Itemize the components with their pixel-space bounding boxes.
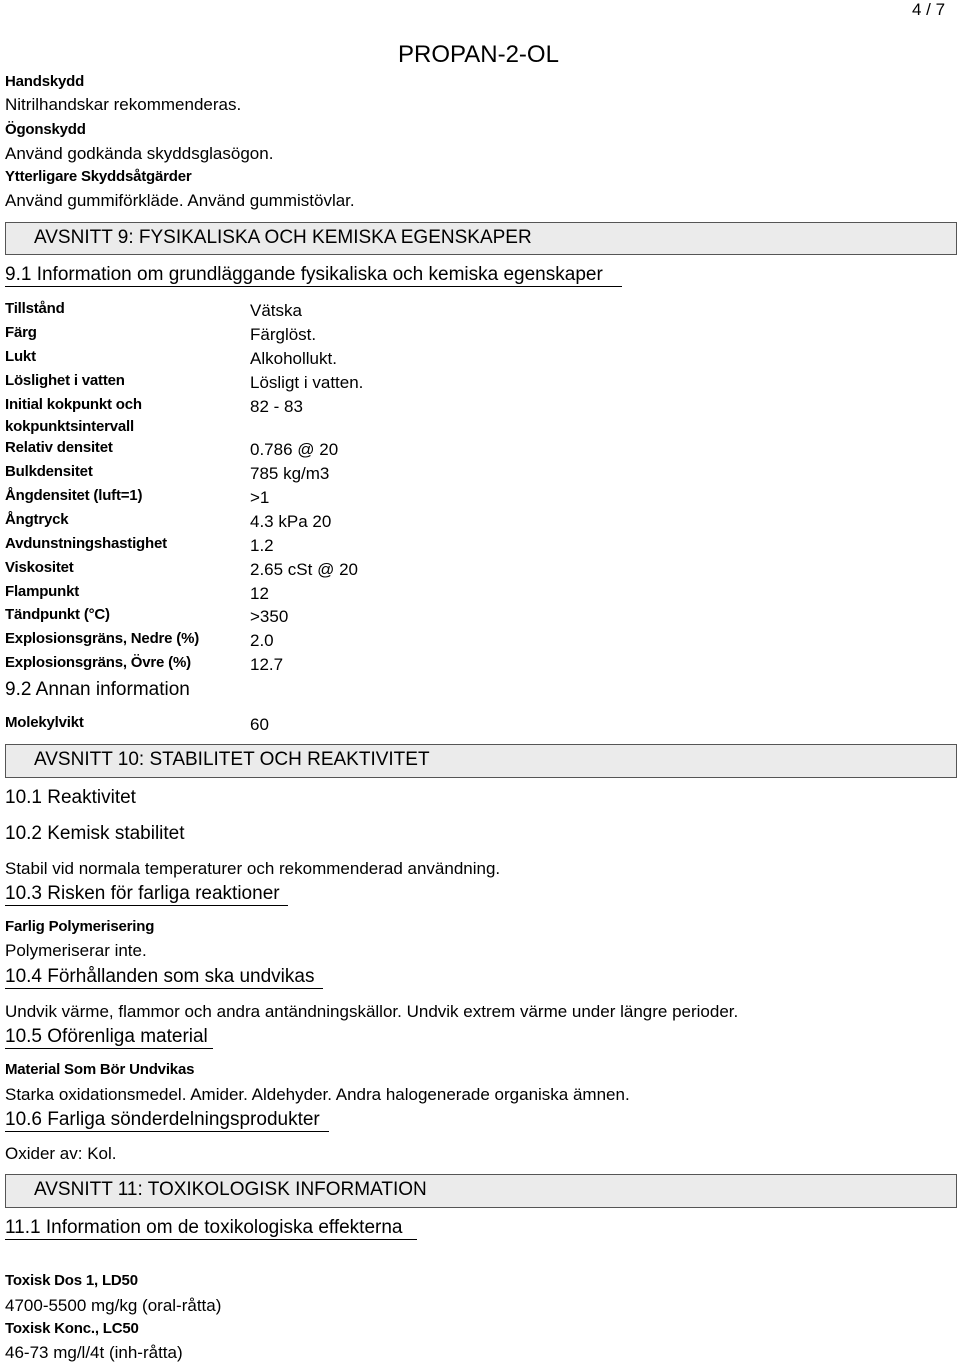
- section-11-1-heading: 11.1 Information om de toxikologiska effekterna: [5, 1217, 403, 1238]
- page-number: 4 / 7: [912, 0, 946, 19]
- toxic-dose-value: 4700-5500 mg/kg (oral-råtta): [5, 1296, 222, 1315]
- hand-protection-text: Nitrilhandskar rekommenderas.: [5, 95, 242, 114]
- property-value: 12.7: [250, 655, 284, 674]
- property-value: 2.65 cSt @ 20: [250, 560, 358, 579]
- property-value: >1: [250, 488, 270, 507]
- eye-protection-text: Använd godkända skyddsglasögon.: [5, 144, 274, 163]
- property-label: Flampunkt: [5, 583, 80, 600]
- property-value: Alkohollukt.: [250, 349, 337, 368]
- section-10-header: [5, 744, 957, 778]
- property-label: Viskositet: [5, 559, 74, 576]
- product-name: PROPAN-2-OL: [398, 41, 559, 68]
- property-label-line2: kokpunktsintervall: [5, 418, 134, 435]
- property-value: 0.786 @ 20: [250, 440, 339, 459]
- property-label: Initial kokpunkt och: [5, 396, 142, 413]
- property-value: Lösligt i vatten.: [250, 373, 364, 392]
- molecular-weight-value: 60: [250, 715, 269, 734]
- section-10-4-text: Undvik värme, flammor och andra antändningskällor. Undvik extrem värme under längre perioder.: [5, 1002, 739, 1021]
- eye-protection-label: Ögonskydd: [5, 121, 86, 138]
- incompatible-materials-label: Material Som Bör Undvikas: [5, 1061, 195, 1078]
- property-value: 4.3 kPa 20: [250, 512, 332, 531]
- section-10-3-underline: [5, 905, 288, 906]
- molecular-weight-label: Molekylvikt: [5, 714, 84, 731]
- property-label: Löslighet i vatten: [5, 372, 125, 389]
- section-10-5-underline: [5, 1048, 213, 1049]
- section-11-title: AVSNITT 11: TOXIKOLOGISK INFORMATION: [34, 1179, 427, 1200]
- property-value: Vätska: [250, 301, 302, 320]
- extra-protection-label: Ytterligare Skyddsåtgärder: [5, 168, 192, 185]
- property-label: Bulkdensitet: [5, 463, 93, 480]
- extra-protection-text: Använd gummiförkläde. Använd gummistövlar.: [5, 191, 355, 210]
- toxic-dose-label: Toxisk Dos 1, LD50: [5, 1272, 138, 1289]
- section-9-1-heading: 9.1 Information om grundläggande fysikaliska och kemiska egenskaper: [5, 264, 603, 285]
- property-value: 82 - 83: [250, 397, 303, 416]
- section-10-2-text: Stabil vid normala temperaturer och rekommenderad användning.: [5, 859, 501, 878]
- property-label: Tillstånd: [5, 300, 65, 317]
- property-label: Färg: [5, 324, 37, 341]
- property-label: Relativ densitet: [5, 439, 113, 456]
- section-10-4-heading: 10.4 Förhållanden som ska undvikas: [5, 966, 315, 987]
- property-value: 1.2: [250, 536, 274, 555]
- property-label: Avdunstningshastighet: [5, 535, 167, 552]
- section-10-5-heading: 10.5 Oförenliga material: [5, 1026, 208, 1047]
- section-10-4-underline: [5, 988, 323, 989]
- property-label: Lukt: [5, 348, 36, 365]
- hand-protection-label: Handskydd: [5, 73, 85, 90]
- section-11-header: [5, 1174, 957, 1208]
- section-10-6-text: Oxider av: Kol.: [5, 1144, 117, 1163]
- polymerisation-text: Polymeriserar inte.: [5, 941, 147, 960]
- section-10-3-heading: 10.3 Risken för farliga reaktioner: [5, 883, 280, 904]
- property-value: 12: [250, 584, 269, 603]
- property-label: Tändpunkt (°C): [5, 606, 110, 623]
- section-9-title: AVSNITT 9: FYSIKALISKA OCH KEMISKA EGENSKAPER: [34, 227, 532, 248]
- property-label: Ångtryck: [5, 511, 69, 528]
- section-9-header: [5, 222, 957, 255]
- section-10-6-heading: 10.6 Farliga sönderdelningsprodukter: [5, 1109, 320, 1130]
- section-9-2-heading: 9.2 Annan information: [5, 679, 190, 700]
- property-label: Ångdensitet (luft=1): [5, 487, 143, 504]
- section-9-1-underline: [5, 286, 622, 287]
- property-value: >350: [250, 607, 289, 626]
- property-label: Explosionsgräns, Övre (%): [5, 654, 191, 671]
- property-value: 2.0: [250, 631, 274, 650]
- property-value: 785 kg/m3: [250, 464, 330, 483]
- toxic-conc-label: Toxisk Konc., LC50: [5, 1320, 139, 1337]
- property-value: Färglöst.: [250, 325, 317, 344]
- section-10-1-heading: 10.1 Reaktivitet: [5, 787, 136, 808]
- section-11-1-underline: [5, 1239, 417, 1240]
- incompatible-materials-text: Starka oxidationsmedel. Amider. Aldehyder. Andra halogenerade organiska ämnen.: [5, 1085, 630, 1104]
- toxic-conc-value: 46-73 mg/l/4t (inh-råtta): [5, 1343, 183, 1362]
- section-10-2-heading: 10.2 Kemisk stabilitet: [5, 823, 185, 844]
- polymerisation-label: Farlig Polymerisering: [5, 918, 155, 935]
- property-label: Explosionsgräns, Nedre (%): [5, 630, 200, 647]
- section-10-6-underline: [5, 1131, 329, 1132]
- section-10-title: AVSNITT 10: STABILITET OCH REAKTIVITET: [34, 749, 430, 770]
